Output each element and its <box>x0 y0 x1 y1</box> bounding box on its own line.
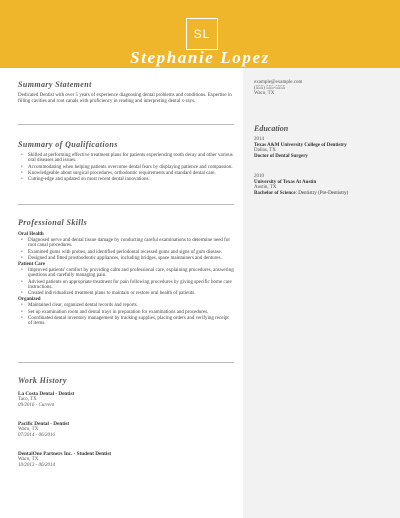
work-title: Work History <box>18 376 67 385</box>
job-location: Waco, TX <box>18 427 39 432</box>
skills-title: Professional Skills <box>18 218 88 227</box>
job-title: La Costa Dental - Dentist <box>18 391 75 397</box>
job-location: Taco, TX <box>18 397 37 402</box>
list-item: • Set up examination room and dental trays in preparation for examinations and procedures. <box>18 310 234 315</box>
qualifications-title: Summary of Qualifications <box>18 140 118 149</box>
list-item: • Knowledgeable about surgical procedures, orthodontic requirements and standard dental care. <box>18 171 234 176</box>
contact-location: Waco, TX <box>254 91 275 97</box>
sidebar <box>243 68 400 518</box>
education-degree: Doctor of Dental Surgery <box>254 153 308 159</box>
job-title: DentalOne Partners Inc. - Student Dentist <box>18 451 112 457</box>
work-item <box>18 451 111 468</box>
skill-list <box>18 238 234 261</box>
education-school: Texas A&M University College of Dentistry <box>254 142 347 148</box>
skill-group-title: Patient Care <box>18 262 45 268</box>
summary-title: Summary Statement <box>18 80 92 89</box>
job-dates: 09/2016 - Current <box>18 402 55 408</box>
list-item: • Skilled at performing effective treatment plans for patients experiencing tooth decay and other various oral diseases and issues. <box>18 153 234 164</box>
education-location: Austin, TX <box>254 185 277 191</box>
list-item: • Maintained clear, organized dental records and reports. <box>18 303 234 308</box>
divider <box>18 204 234 205</box>
list-item: • Advised patients on appropriate treatment for pain following procedures by giving specific home care instructions. <box>18 280 234 291</box>
summary-text: Dedicated Dentist with over 5 years of experience diagnosing dental problems and conditions. Expertise in filling cavities and root canals with proficiency in reading and interpreting dental x-rays. <box>18 93 232 104</box>
education-item <box>254 137 347 159</box>
monogram: SL <box>186 18 218 50</box>
job-dates: 10/2013 - 06/2014 <box>18 462 55 468</box>
list-item: • Designed and fitted prosthodontic appliances, including bridges, space maintainers and dentures. <box>18 256 234 261</box>
skill-group-title: Oral Health <box>18 232 44 237</box>
work-item <box>18 391 74 408</box>
work-item <box>18 421 69 438</box>
list-item: • Coordinated dental inventory management by tracking supplies, placing orders and verifying receipt of items. <box>18 316 234 327</box>
education-location: Dallas, TX <box>254 148 276 154</box>
candidate-name: Stephanie Lopez <box>130 48 270 67</box>
list-item: • Created individualized treatment plans to maintain or restore oral health of patients. <box>18 291 234 296</box>
list-item: • Cutting-edge and updated on most recent dental innovations. <box>18 177 234 182</box>
header-bar <box>0 0 400 68</box>
education-school: University of Texas At Austin <box>254 179 317 185</box>
skill-list <box>18 268 234 297</box>
education-year: 2010 <box>254 174 264 179</box>
skill-list <box>18 303 234 326</box>
education-title: Education <box>254 124 289 133</box>
education-year: 2014 <box>254 137 264 142</box>
divider <box>18 362 234 363</box>
education-item <box>254 174 348 196</box>
divider <box>18 124 234 125</box>
education-field: : Dentistry (Pre-Dentistry) <box>295 190 349 196</box>
contact-phone: (555) 555-5555 <box>254 85 286 91</box>
list-item: • Improved patients' comfort by providing calm and professional care, explaining procedures, answering questions and carefully managing pain. <box>18 268 234 279</box>
job-title: Pacific Dental - Dentist <box>18 421 70 427</box>
education-degree: Bachelor of Science <box>254 190 296 196</box>
qualifications-list <box>18 153 234 183</box>
job-location: Waco, TX <box>18 457 39 462</box>
list-item: • Examined gums with probes, and identified periodontal recessed gums and signs of gum disease. <box>18 250 234 255</box>
list-item: • Diagnosed nerve and dental tissue damage by conducting careful examinations to determine need for root canal procedures. <box>18 238 234 249</box>
list-item: • Accommodating when helping patients overcome dental fears by displaying patience and compassion. <box>18 165 234 170</box>
skill-group-title: Organized <box>18 297 41 303</box>
contact-email[interactable]: example@example.com <box>254 80 303 85</box>
contact-info <box>254 80 302 97</box>
skills-block <box>18 232 234 327</box>
job-dates: 07/2014 - 06/2016 <box>18 432 55 438</box>
